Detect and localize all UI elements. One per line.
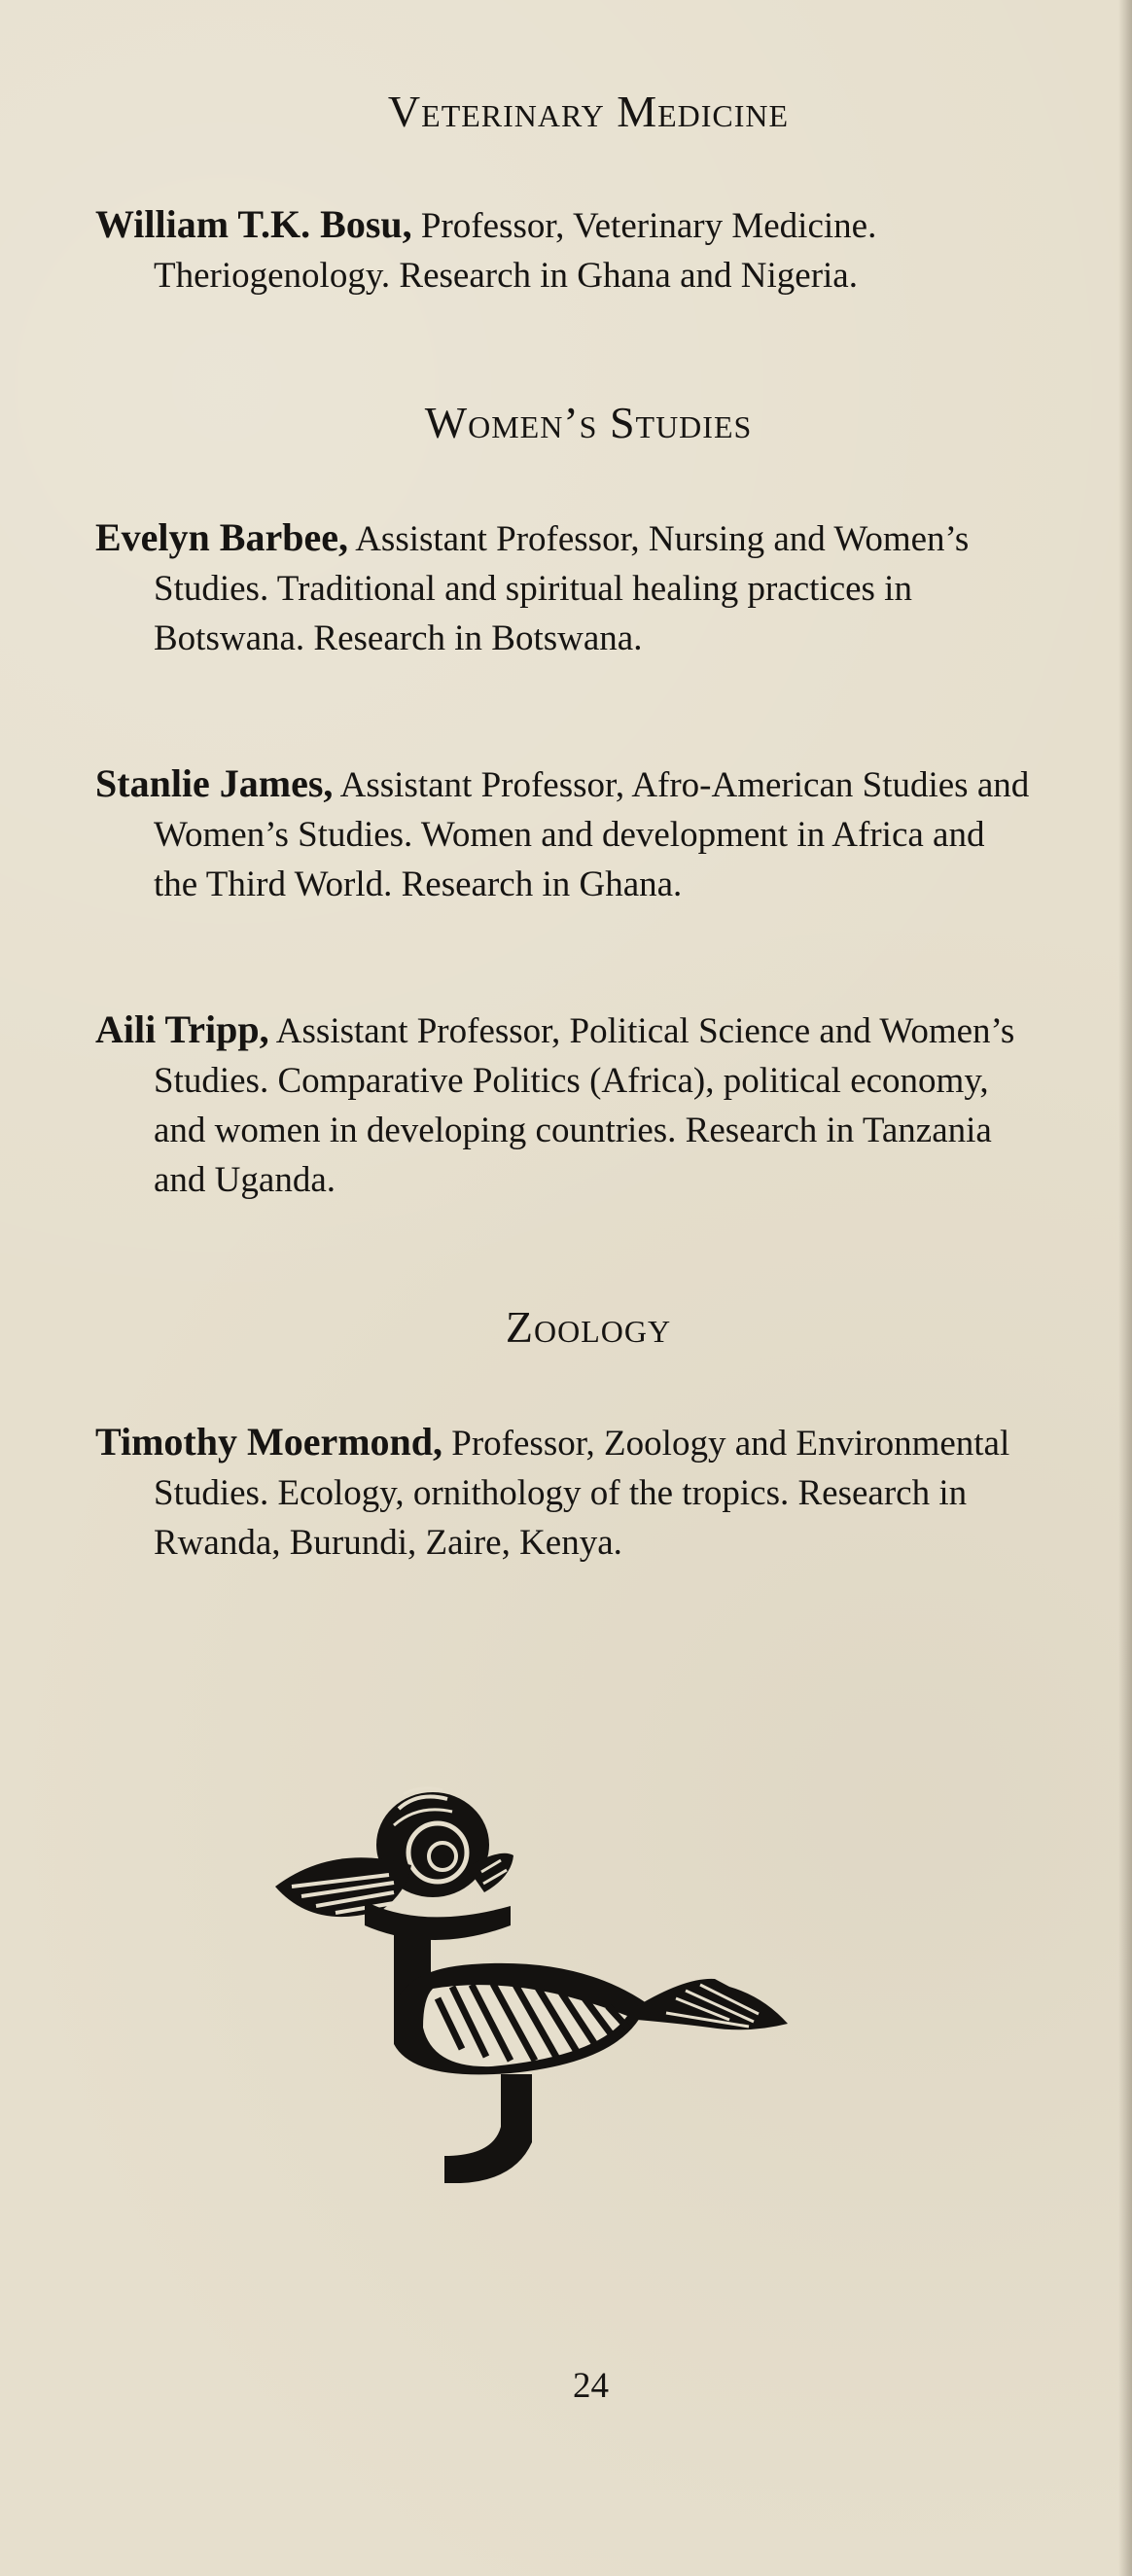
page-number: 24 [573, 2366, 609, 2406]
faculty-entry-james [95, 759, 1034, 909]
section-heading-womens-studies: Women’s Studies [424, 398, 753, 447]
section-heading-veterinary-medicine: Veterinary Medicine [387, 87, 790, 136]
faculty-description: Assistant Professor, Nursing and Women’s Studies. Traditional and spiritual healing practices in Botswana. Research in Botswana. [154, 519, 970, 658]
bird-woodcut-icon [267, 1765, 861, 2183]
faculty-entry-tripp [95, 1005, 1034, 1205]
faculty-name: Timothy Moermond, [95, 1420, 443, 1464]
faculty-name: William T.K. Bosu, [95, 202, 412, 246]
faculty-name: Evelyn Barbee, [95, 515, 348, 559]
faculty-description: Assistant Professor, Political Science and Women’s Studies. Comparative Politics (Africa), political economy, and women in developing countries. Research in Tanzania and Uganda. [154, 1011, 1015, 1200]
faculty-entry-barbee [95, 512, 1034, 663]
faculty-name: Aili Tripp, [95, 1007, 269, 1051]
section-heading-zoology: Zoology [505, 1302, 672, 1352]
faculty-description: Assistant Professor, Afro-American Studies and Women’s Studies. Women and development in Africa and the Third World. Research in Ghana. [154, 765, 1030, 904]
faculty-description: Professor, Veterinary Medicine. Theriogenology. Research in Ghana and Nigeria. [154, 206, 877, 296]
faculty-entry-moermond [95, 1417, 1034, 1568]
faculty-entry-bosu [95, 199, 1034, 300]
faculty-description: Professor, Zoology and Environmental Studies. Ecology, ornithology of the tropics. Research in Rwanda, Burundi, Zaire, Kenya. [154, 1424, 1010, 1563]
page-edge-shadow [1118, 0, 1132, 2576]
faculty-name: Stanlie James, [95, 761, 334, 805]
